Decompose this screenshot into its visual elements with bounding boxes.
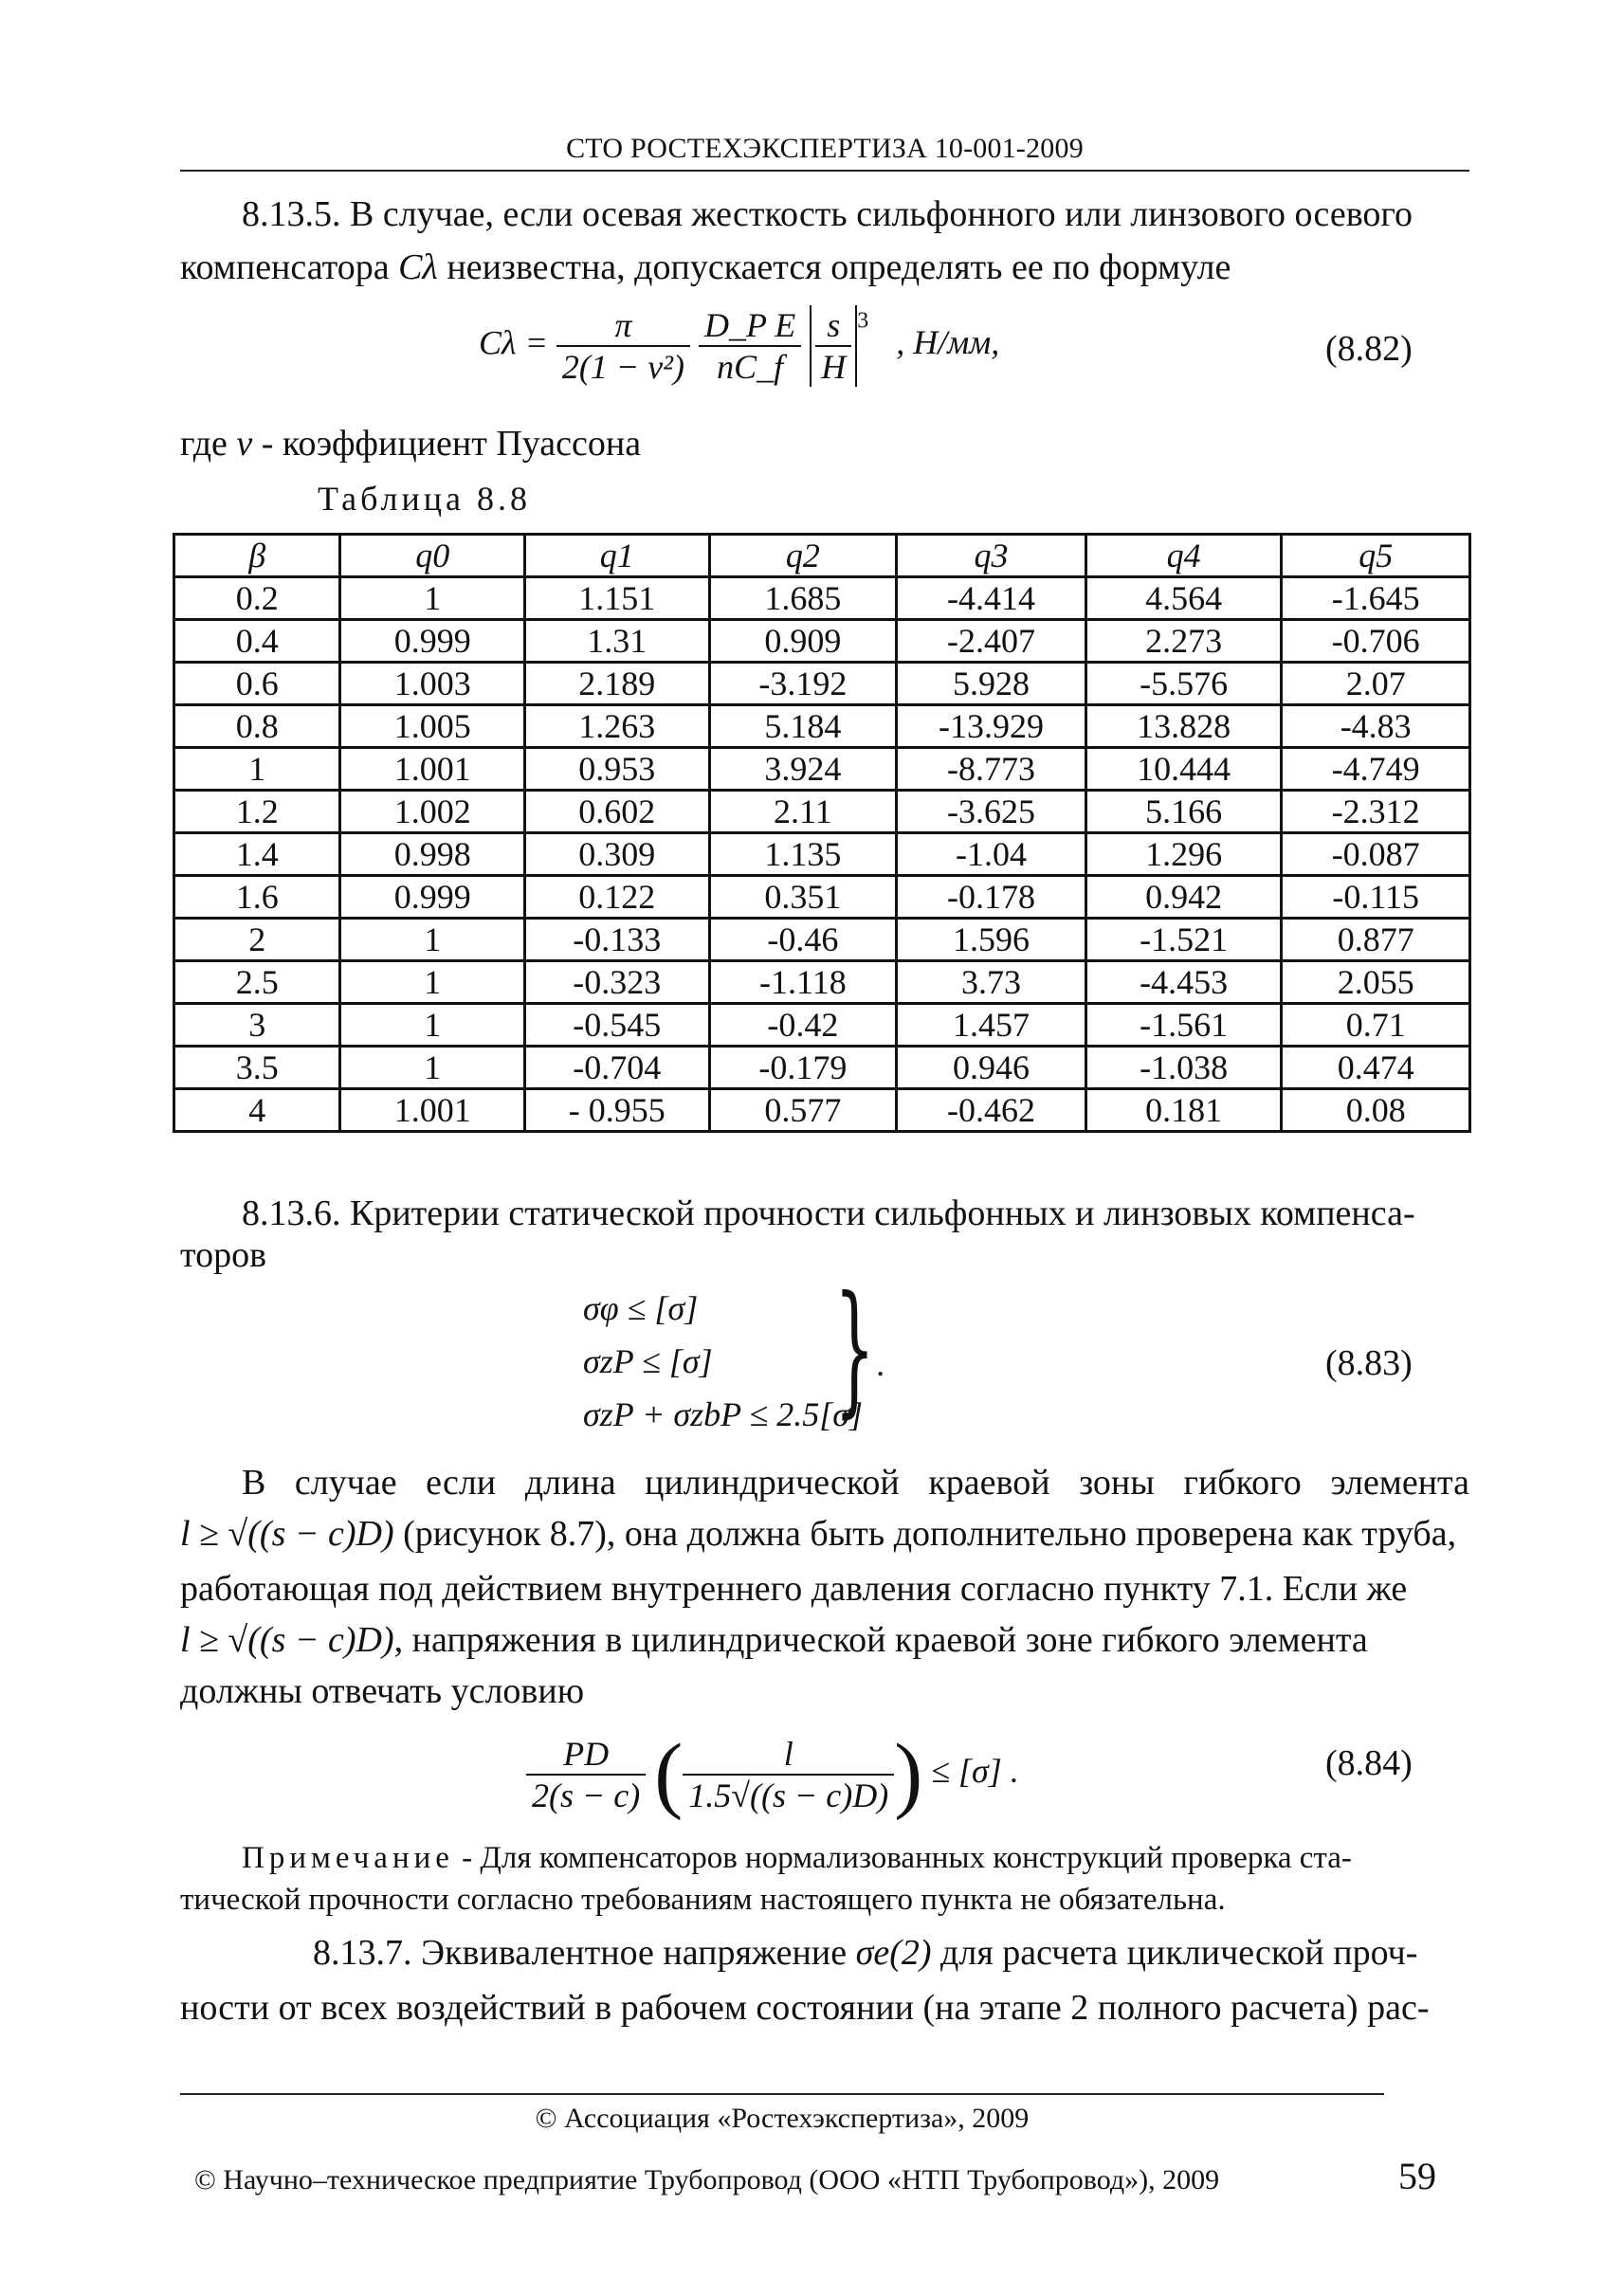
table-row [174,833,1470,876]
fraction-denominator: 2(1 − ν²) [561,348,684,386]
table-cell-q2: 1.685 [709,577,897,620]
table-cell-q3: 0.946 [897,1047,1086,1089]
footer-copyright-ntp: © Научно–техническое предприятие Трубопровод (ООО «НТП Трубопровод»), 2009 [194,2164,1220,2196]
case-line3: работающая под действием внутреннего давления согласно пункту 7.1. Если же [180,1569,1408,1609]
table-cell-q2: -0.46 [709,919,897,961]
page-number: 59 [1398,2155,1436,2197]
table-cell-q3: 3.73 [897,961,1086,1004]
table-cell-q2: 0.577 [709,1089,897,1132]
table-row [174,1004,1470,1047]
inline-formula: l ≥ √((s − c)D) [180,1514,394,1554]
text-fragment: , напряжения в цилиндрической краевой зоне гибкого элемента [393,1620,1368,1660]
header-q1: q1 [525,535,710,577]
fraction-denominator: 1.5√((s − c)D) [688,1776,889,1814]
table-header-row [174,535,1470,577]
table-cell-q5: 2.07 [1282,663,1470,705]
note-line2: тической прочности согласно требованиям настоящего пункта не обязательна. [180,1883,1226,1917]
table-caption: Таблица 8.8 [318,480,531,518]
table-cell-q3: 5.928 [897,663,1086,705]
table-row [174,1089,1470,1132]
running-header: СТО РОСТЕХЭКСПЕРТИЗА 10-001-2009 [566,133,1084,164]
text-fragment: 8.13.7. Эквивалентное напряжение [313,1933,856,1973]
table-cell-q5: -2.312 [1282,791,1470,833]
table-cell-q3: -0.462 [897,1089,1086,1132]
table-row [174,961,1470,1004]
table-cell-q0: 1 [340,577,525,620]
fraction-numerator: l [683,1734,894,1776]
table-cell-q4: 0.181 [1085,1089,1282,1132]
case-line2 [180,1507,1469,1560]
header-rule [180,170,1469,172]
table-cell-q4: 4.564 [1085,577,1282,620]
table-cell-q2: 2.11 [709,791,897,833]
note-line1 [242,1837,1469,1879]
table-cell-q0: 1 [340,1004,525,1047]
table-cell-q5: 0.08 [1282,1089,1470,1132]
table-cell-q1: 1.31 [525,620,710,663]
formula-units: , Н/мм, [896,323,1000,362]
table-cell-q4: -1.561 [1085,1004,1282,1047]
table-cell-beta: 3.5 [174,1047,340,1089]
table-cell-q0: 1.001 [340,748,525,791]
table-row [174,876,1470,919]
header-beta: β [174,535,340,577]
table-cell-q2: 0.351 [709,876,897,919]
table-cell-q2: -3.192 [709,663,897,705]
formula-rhs: ≤ [σ] . [931,1751,1019,1790]
table-cell-q5: 0.877 [1282,919,1470,961]
table-cell-beta: 1 [174,748,340,791]
table-cell-q5: -1.645 [1282,577,1470,620]
table-cell-q4: -4.453 [1085,961,1282,1004]
text-fragment: - Для компенсаторов нормализованных конструкций проверка ста- [453,1841,1352,1875]
table-row [174,1047,1470,1089]
fraction-denominator: 2(s − c) [532,1776,641,1814]
table-body [174,577,1470,1132]
inequality-sigma-sum: σzP + σzbP ≤ 2.5[σ] [583,1395,864,1433]
table-cell-q1: -0.133 [525,919,710,961]
equation-number-8-84: (8.84) [1325,1743,1413,1783]
table-cell-beta: 2.5 [174,961,340,1004]
table-cell-q1: 1.151 [525,577,710,620]
header-q4: q4 [1085,535,1282,577]
table-cell-beta: 3 [174,1004,340,1047]
section-8-13-7-line1 [313,1926,1469,1979]
left-paren: ( [654,1727,684,1821]
table-cell-q4: -5.576 [1085,663,1282,705]
table-cell-q2: 1.135 [709,833,897,876]
section-8-13-5-line2 [180,241,1469,294]
table-cell-q0: 1.003 [340,663,525,705]
table-cell-q2: 5.184 [709,705,897,748]
inequality-sigma-phi: σφ ≤ [σ] [583,1289,699,1327]
fraction-denominator: nC_f [717,348,784,386]
table-cell-q3: -8.773 [897,748,1086,791]
table-cell-q1: -0.545 [525,1004,710,1047]
table-cell-q2: -0.42 [709,1004,897,1047]
formula-lhs: Cλ = [479,323,548,362]
section-8-13-6-line1: 8.13.6. Критерии статической прочности сильфонных и линзовых компенса- [242,1194,1415,1233]
table-cell-q0: 1 [340,919,525,961]
exponent: 3 [857,308,869,334]
table-row [174,791,1470,833]
c-lambda-symbol: Cλ [398,247,438,287]
table-cell-q2: -0.179 [709,1047,897,1089]
table-cell-q5: -4.83 [1282,705,1470,748]
table-cell-q0: 1 [340,1047,525,1089]
table-cell-q0: 0.998 [340,833,525,876]
table-cell-q2: 3.924 [709,748,897,791]
equation-number-8-82: (8.82) [1325,329,1413,369]
table-cell-q1: 0.953 [525,748,710,791]
fraction-denominator: H [821,348,847,386]
formula-8-82 [479,305,999,387]
table-cell-q0: 1.005 [340,705,525,748]
table-cell-beta: 1.6 [174,876,340,919]
table-cell-q2: -1.118 [709,961,897,1004]
fraction-s-h [815,305,851,387]
table-row [174,663,1470,705]
text-fragment: для расчета циклической проч- [931,1933,1418,1973]
table-cell-q1: 0.309 [525,833,710,876]
table-cell-q1: 0.122 [525,876,710,919]
fraction-pi [556,305,690,387]
table-cell-beta: 1.4 [174,833,340,876]
table-cell-q0: 1.001 [340,1089,525,1132]
table-cell-q4: -1.521 [1085,919,1282,961]
table-cell-q5: 0.474 [1282,1047,1470,1089]
table-cell-q3: 1.596 [897,919,1086,961]
table-cell-q5: -0.087 [1282,833,1470,876]
fraction-pd [526,1734,646,1815]
header-q5: q5 [1282,535,1470,577]
table-cell-q5: 2.055 [1282,961,1470,1004]
table-cell-q4: 5.166 [1085,791,1282,833]
footer-copyright-association: © Ассоциация «Ростехэкспертиза», 2009 [535,2103,1030,2134]
table-cell-beta: 1.2 [174,791,340,833]
table-row [174,620,1470,663]
table-row [174,919,1470,961]
table-cell-q0: 1 [340,961,525,1004]
fraction-numerator: PD [526,1734,646,1776]
table-cell-q1: -0.704 [525,1047,710,1089]
sigma-e-symbol: σe(2) [855,1933,932,1973]
table-cell-q5: 0.71 [1282,1004,1470,1047]
table-cell-q1: 2.189 [525,663,710,705]
table-cell-q3: -4.414 [897,577,1086,620]
table-cell-beta: 2 [174,919,340,961]
table-cell-q4: 10.444 [1085,748,1282,791]
table-cell-q4: 0.942 [1085,876,1282,919]
header-q2: q2 [709,535,897,577]
footer-rule [180,2093,1384,2095]
table-cell-q3: -3.625 [897,791,1086,833]
table-cell-beta: 0.4 [174,620,340,663]
table-cell-q3: -0.178 [897,876,1086,919]
table-row [174,705,1470,748]
table-cell-q5: -4.749 [1282,748,1470,791]
note-label: Примечание [242,1841,454,1875]
table-cell-q4: -1.038 [1085,1047,1282,1089]
table-cell-q4: 13.828 [1085,705,1282,748]
formula-8-83 [583,1282,863,1441]
formula-trail: . [877,1345,885,1383]
where-line [180,417,641,470]
table-cell-q3: -1.04 [897,833,1086,876]
header-q0: q0 [340,535,525,577]
table-cell-beta: 0.2 [174,577,340,620]
table-cell-q1: 1.263 [525,705,710,748]
table-cell-q5: -0.706 [1282,620,1470,663]
right-brace: } [834,1266,875,1431]
table-cell-q0: 0.999 [340,620,525,663]
table-cell-q5: -0.115 [1282,876,1470,919]
text-fragment: - коэффициент Пуассона [252,424,642,464]
fraction-l [683,1734,894,1815]
table-cell-beta: 0.6 [174,663,340,705]
section-8-13-5-line1: 8.13.5. В случае, если осевая жесткость сильфонного или линзового осевого [242,194,1413,234]
text-fragment: компенсатора [180,247,399,287]
table-cell-beta: 0.8 [174,705,340,748]
case-line5: должны отвечать условию [180,1671,585,1711]
text-fragment: неизвестна, допускается определять ее по формуле [437,247,1231,287]
right-paren: ) [894,1727,923,1821]
data-table-8-8 [173,533,1471,1133]
table-cell-q3: -2.407 [897,620,1086,663]
table-cell-q1: 0.602 [525,791,710,833]
section-8-13-6-line2: торов [180,1235,267,1275]
table-cell-beta: 4 [174,1089,340,1132]
table-row [174,577,1470,620]
text-fragment: где [180,424,237,464]
fraction-numerator: s [815,305,851,347]
nu-symbol: ν [236,424,253,464]
inline-formula: l ≥ √((s − c)D) [180,1620,394,1660]
table-cell-q3: -13.929 [897,705,1086,748]
fraction-dpe [699,305,801,387]
case-line4 [180,1613,1469,1667]
fraction-numerator: D_P E [699,305,801,347]
fraction-numerator: π [556,305,690,347]
header-q3: q3 [897,535,1086,577]
formula-8-84 [526,1725,1019,1823]
section-8-13-7-line2: ности от всех воздействий в рабочем состоянии (на этапе 2 полного расчета) рас- [180,1988,1430,2028]
table-cell-q1: - 0.955 [525,1089,710,1132]
bracket-group [810,305,857,387]
text-fragment: (рисунок 8.7), она должна быть дополнительно проверена как труба, [393,1514,1457,1554]
table-cell-q4: 2.273 [1085,620,1282,663]
table-cell-q0: 1.002 [340,791,525,833]
table-cell-q3: 1.457 [897,1004,1086,1047]
table-cell-q0: 0.999 [340,876,525,919]
table-cell-q1: -0.323 [525,961,710,1004]
inequality-sigma-zp: σzP ≤ [σ] [583,1342,713,1380]
equation-number-8-83: (8.83) [1325,1343,1413,1383]
case-line1: В случае если длина цилиндрической краевой зоны гибкого элемента [242,1463,1469,1503]
table-cell-q2: 0.909 [709,620,897,663]
table-row [174,748,1470,791]
table-cell-q4: 1.296 [1085,833,1282,876]
